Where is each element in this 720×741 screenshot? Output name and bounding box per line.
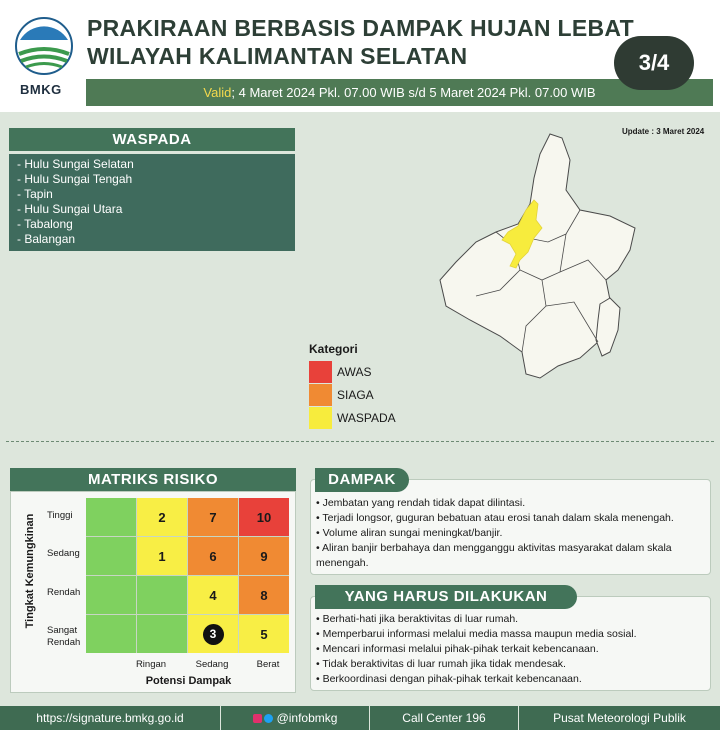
footer-social[interactable] — [221, 706, 369, 730]
matrix-cell — [86, 576, 136, 614]
social-handle: @infobmkg — [276, 711, 338, 725]
matrix-y-axis-title: Tingkat Kemungkinan — [24, 513, 36, 629]
legend-item-waspada — [309, 407, 396, 429]
matrix-cell: 10 — [239, 498, 289, 536]
valid-text: ; 4 Maret 2024 Pkl. 07.00 WIB s/d 5 Maret 2024 Pkl. 07.00 WIB — [231, 85, 596, 100]
dampak-list — [316, 496, 708, 571]
dampak-header: DAMPAK — [315, 468, 409, 492]
logo-text: BMKG — [20, 82, 62, 97]
title-line-1: PRAKIRAAN BERBASIS DAMPAK HUJAN LEBAT — [87, 15, 634, 41]
page-title — [87, 14, 634, 70]
tindakan-item: • Tidak beraktivitas di luar rumah jika tidak mendesak. — [316, 658, 566, 670]
area-item: - Tapin — [17, 187, 53, 201]
dampak-item: • Aliran banjir berbahaya dan mengganggu aktivitas masyarakat dalam skala menengah. — [316, 542, 672, 569]
highlight-marker: 3 — [203, 624, 224, 645]
matrix-cell-highlighted — [188, 615, 238, 653]
matrix-cell: 4 — [188, 576, 238, 614]
area-item: - Hulu Sungai Selatan — [17, 157, 134, 171]
col-label-berat: Berat — [256, 659, 280, 670]
row-label-sangat-rendah: Sangat Rendah — [47, 625, 81, 648]
tindakan-item: • Memperbarui informasi melalui media massa maupun media sosial. — [316, 628, 637, 640]
waspada-area-list — [9, 154, 295, 251]
matrix-cell — [86, 498, 136, 536]
title-line-2: WILAYAH KALIMANTAN SELATAN — [87, 43, 468, 69]
instagram-icon — [253, 714, 262, 723]
matrix-cell: 6 — [188, 537, 238, 575]
legend-label: SIAGA — [337, 388, 374, 402]
tindakan-item: • Berhati-hati jika beraktivitas di luar rumah. — [316, 613, 519, 625]
area-item: - Hulu Sungai Utara — [17, 202, 123, 216]
legend-title: Kategori — [309, 342, 358, 356]
footer — [0, 706, 720, 730]
valid-label: Valid — [203, 85, 232, 100]
risk-matrix-grid — [86, 498, 289, 653]
page-indicator[interactable]: 3/4 — [614, 36, 694, 90]
matrix-cell — [137, 615, 187, 653]
update-date: Update : 3 Maret 2024 — [622, 127, 705, 136]
legend-label: WASPADA — [337, 411, 396, 425]
matrix-cell: 1 — [137, 537, 187, 575]
legend-swatch-awas — [309, 361, 332, 383]
row-label-sedang: Sedang — [47, 548, 80, 559]
row-label-rendah: Rendah — [47, 587, 81, 598]
tindakan-item: • Berkoordinasi dengan pihak-pihak terkait kebencanaan. — [316, 673, 582, 685]
waspada-header: WASPADA — [9, 128, 295, 151]
header — [0, 0, 720, 112]
matrix-x-axis-title: Potensi Dampak — [145, 675, 232, 687]
area-item: - Balangan — [17, 232, 76, 246]
bottom-strip — [0, 730, 720, 741]
footer-call-center[interactable]: Call Center 196 — [402, 711, 486, 725]
map-island — [596, 298, 620, 356]
matrix-cell: 5 — [239, 615, 289, 653]
legend-swatch-waspada — [309, 407, 332, 429]
tindakan-list — [316, 612, 708, 687]
col-label-ringan: Ringan — [135, 659, 167, 670]
legend-swatch-siaga — [309, 384, 332, 406]
matrix-cell: 2 — [137, 498, 187, 536]
footer-center: Pusat Meteorologi Publik — [553, 711, 686, 725]
tindakan-item: • Mencari informasi melalui pihak-pihak terkait kebencanaan. — [316, 643, 599, 655]
footer-website[interactable]: https://signature.bmkg.go.id — [36, 711, 184, 725]
matrix-cell — [86, 537, 136, 575]
matrix-cell: 9 — [239, 537, 289, 575]
matrix-cell — [86, 615, 136, 653]
dampak-item: • Jembatan yang rendah tidak dapat dilintasi. — [316, 497, 526, 509]
twitter-icon — [264, 714, 273, 723]
legend-item-awas — [309, 361, 371, 383]
section-divider — [6, 441, 714, 442]
dampak-item: • Volume aliran sungai meningkat/banjir. — [316, 527, 503, 539]
region-map — [430, 130, 640, 382]
row-label-tinggi: Tinggi — [47, 510, 73, 521]
legend-item-siaga — [309, 384, 374, 406]
area-item: - Tabalong — [17, 217, 73, 231]
matrix-cell: 7 — [188, 498, 238, 536]
area-item: - Hulu Sungai Tengah — [17, 172, 133, 186]
validity-bar — [86, 79, 713, 106]
matrix-header: MATRIKS RISIKO — [10, 468, 296, 491]
tindakan-header: YANG HARUS DILAKUKAN — [315, 585, 577, 609]
legend-label: AWAS — [337, 365, 372, 379]
col-label-sedang: Sedang — [195, 659, 229, 670]
matrix-cell — [137, 576, 187, 614]
matrix-cell: 8 — [239, 576, 289, 614]
dampak-item: • Terjadi longsor, guguran bebatuan atau erosi tanah dalam skala menengah. — [316, 512, 674, 524]
